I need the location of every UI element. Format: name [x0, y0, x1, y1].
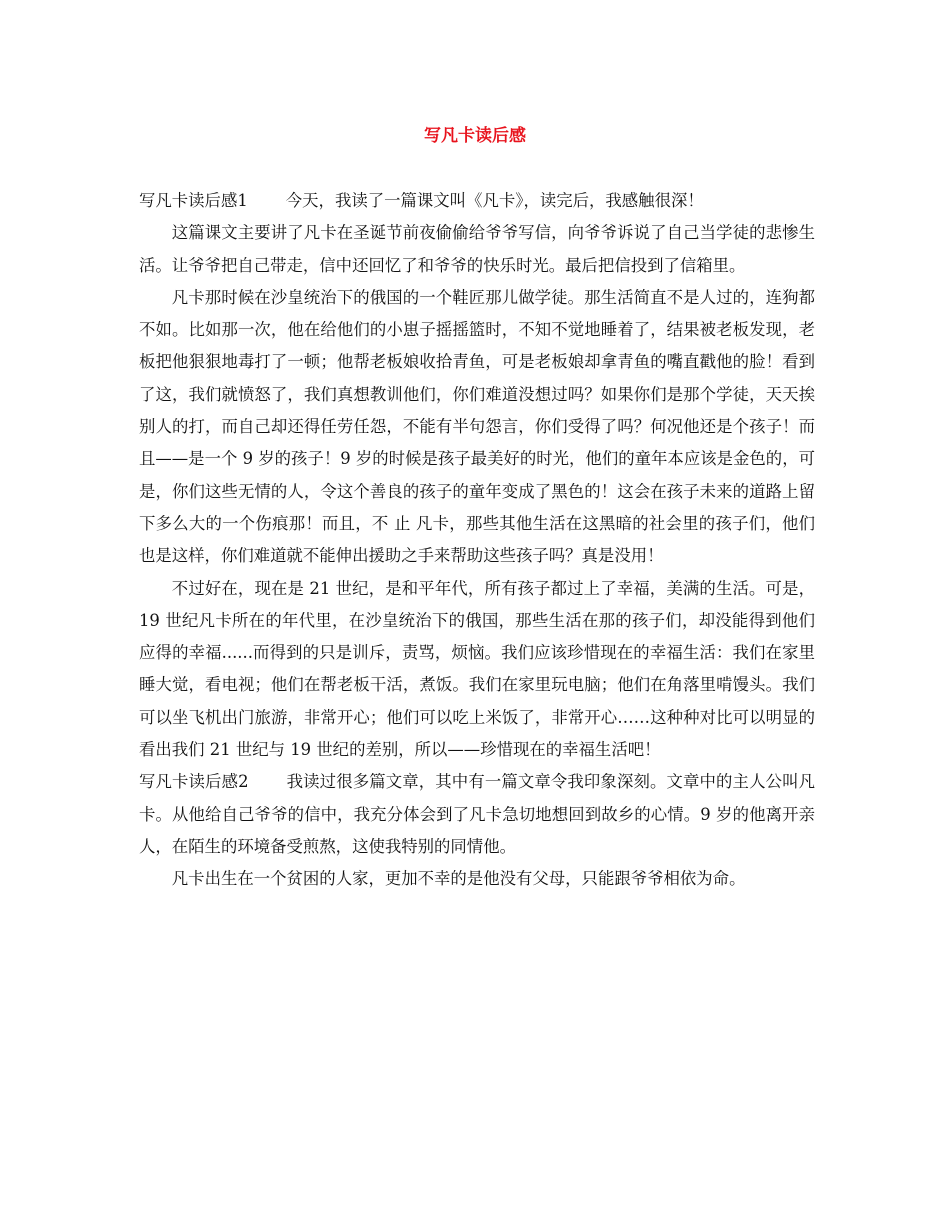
section-1-label: 写凡卡读后感1 [139, 191, 248, 210]
document-title: 写凡卡读后感 [424, 126, 526, 146]
section-1-first-line: 今天，我读了一篇课文叫《凡卡》，读完后，我感触很深！ [285, 191, 704, 210]
section-1-paragraph-3: 不过好在，现在是 21 世纪，是和平年代，所有孩子都过上了幸福，美满的生活。可是，19 世纪凡卡所在的年代里，在沙皇统治下的俄国，那些生活在那的孩子们，却没能得到他们应得的幸福......而得到的只是训斥，责骂，烦恼。我们应该珍惜现在的幸福生活：我们在家里睡大觉，看电视；他们在帮老板干活，煮饭。我们在家里玩电脑；他们在角落里啃馒头。我们可以坐飞机出门旅游，非常开心；他们可以吃上米饭了，非常开心……这种种对比可以明显的看出我们 21 世纪与 19 世纪的差别，所以——珍惜现在的幸福生活吧！ [139, 578, 815, 760]
section-1-paragraph-2: 凡卡那时候在沙皇统治下的俄国的一个鞋匠那儿做学徒。那生活简直不是人过的，连狗都不如。比如那一次，他在给他们的小崽子摇摇篮时，不知不觉地睡着了，结果被老板发现，老板把他狠狠地毒打了一顿；他帮老板娘收拾青鱼，可是老板娘却拿青鱼的嘴直戳他的脸！看到了这，我们就愤怒了，我们真想教训他们，你们难道没想过吗？如果你们是那个学徒，天天挨别人的打，而自己却还得任劳任怨，不能有半句怨言，你们受得了吗？何况他还是个孩子！而且——是一个 9 岁的孩子！9 岁的时候是孩子最美好的时光，他们的童年本应该是金色的，可是，你们这些无情的人，令这个善良的孩子的童年变成了黑色的！这会在孩子未来的道路上留下多么大的一个伤痕那！而且，不 止 凡卡，那些其他生活在这黑暗的社会里的孩子们，他们也是这样，你们难道就不能伸出援助之手来帮助这些孩子吗？真是没用！ [139, 287, 815, 566]
section-2-paragraph-1: 凡卡出生在一个贫困的人家，更加不幸的是他没有父母，只能跟爷爷相依为命。 [171, 869, 746, 889]
document-body [139, 185, 815, 896]
section-2-first-line: 我读过很多篇文章，其中有一篇文章令我印象深刻。文章中的主人公叫凡卡。从他给自己爷爷的信中，我充分体会到了凡卡急切地想回到故乡的心情。9 岁的他离开亲人，在陌生的环境备受煎熬，这使我特别的同情他。 [139, 772, 816, 856]
section-1-heading-line [139, 185, 815, 217]
section-1-paragraph-1: 这篇课文主要讲了凡卡在圣诞节前夜偷偷给爷爷写信，向爷爷诉说了自己当学徒的悲惨生活。让爷爷把自己带走，信中还回忆了和爷爷的快乐时光。最后把信投到了信箱里。 [139, 223, 815, 275]
section-2-label: 写凡卡读后感2 [139, 772, 249, 792]
section-2-heading-line [139, 766, 815, 863]
